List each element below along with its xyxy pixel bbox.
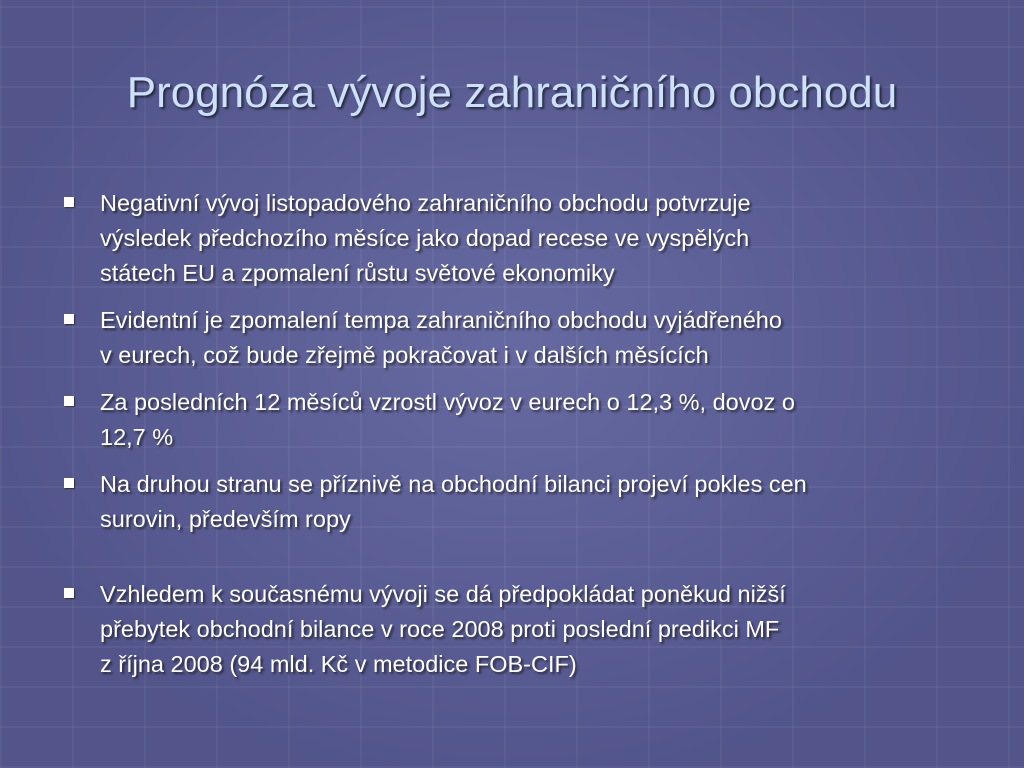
bullet-text: Vzhledem k současnému vývoji se dá předpokládat poněkud nižší přebytek obchodní bilance v roce 2008 proti poslední predikci MF z října 2008 (94 mld. Kč v metodice FOB-CIF) bbox=[100, 581, 786, 677]
slide-title: Prognóza vývoje zahraničního obchodu bbox=[126, 68, 898, 117]
square-bullet-icon bbox=[64, 588, 74, 598]
bullet-item bbox=[64, 577, 974, 682]
bullet-text: Negativní vývoj listopadového zahraničního obchodu potvrzuje výsledek předchozího měsíce jako dopad recese ve vyspělých státech EU a zpomalení růstu světové ekonomiky bbox=[100, 190, 751, 286]
bullet-item bbox=[64, 303, 974, 373]
bullet-item bbox=[64, 186, 974, 291]
square-bullet-icon bbox=[64, 478, 74, 488]
square-bullet-icon bbox=[64, 314, 74, 324]
bullet-item bbox=[64, 467, 974, 537]
square-bullet-icon bbox=[64, 197, 74, 207]
bullet-item bbox=[64, 385, 974, 455]
square-bullet-icon bbox=[64, 396, 74, 406]
bullet-text: Za posledních 12 měsíců vzrostl vývoz v eurech o 12,3 %, dovoz o 12,7 % bbox=[100, 389, 795, 450]
bullet-list bbox=[64, 186, 974, 694]
bullet-text: Evidentní je zpomalení tempa zahraničního obchodu vyjádřeného v eurech, což bude zřejmě pokračovat i v dalších měsících bbox=[100, 307, 782, 368]
bullet-text: Na druhou stranu se příznivě na obchodní bilanci projeví pokles cen surovin, především ropy bbox=[100, 471, 807, 532]
